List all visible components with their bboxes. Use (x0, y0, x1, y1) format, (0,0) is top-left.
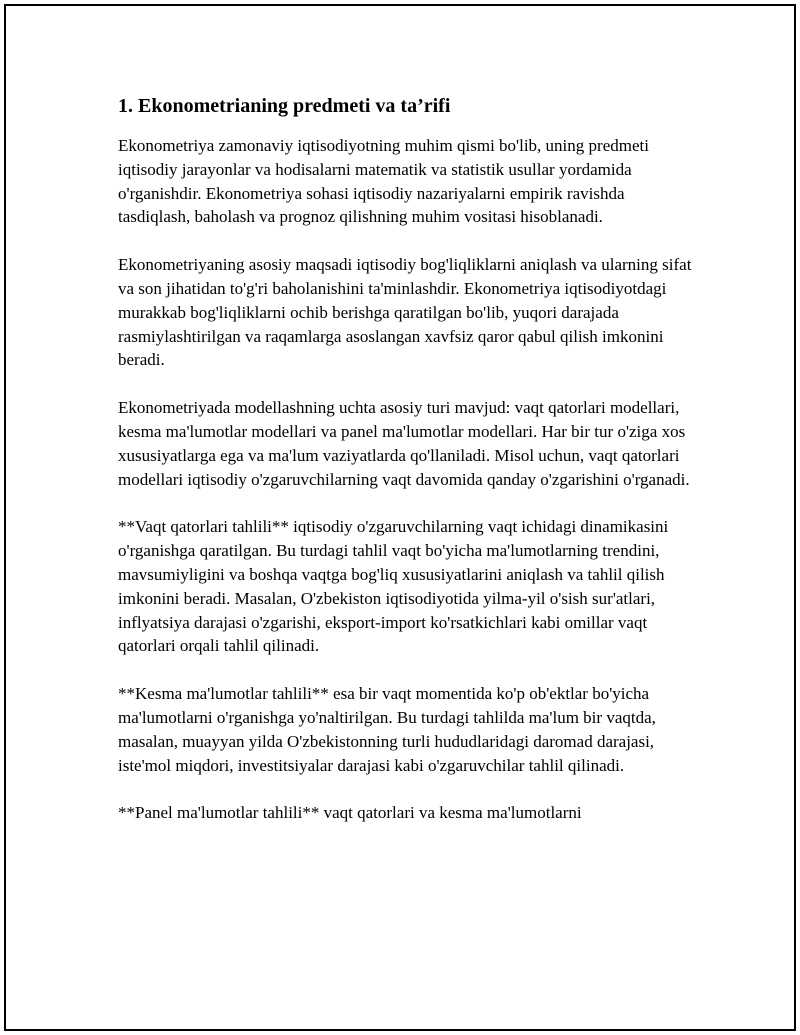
paragraph-1: Ekonometriya zamonaviy iqtisodiyotning muhim qismi bo'lib, uning predmeti iqtisodiy jarayonlar va hodisalarni matematik va statistik usullar yordamida o'rganishdir. Ekonometriya sohasi iqtisodiy nazariyalarni empirik ravishda tasdiqlash, baholash va prognoz qilishning muhim vositasi hisoblanadi. (118, 136, 649, 227)
section-title: 1. Ekonometrianing predmeti va ta’rifi (118, 95, 451, 117)
paragraph-5: **Kesma ma'lumotlar tahlili** esa bir vaqt momentida ko'p ob'ektlar bo'yicha ma'lumotlarni o'rganishga yo'naltirilgan. Bu turdagi tahlilda ma'lum bir vaqtda, masalan, muayyan yilda O'zbekistonning turli hududlaridagi daromad darajasi, iste'mol miqdori, investitsiyalar darajasi kabi o'zgaruvchilar tahlil qilinadi. (118, 684, 656, 775)
paragraph-3: Ekonometriyada modellashning uchta asosiy turi mavjud: vaqt qatorlari modellari, kesma ma'lumotlar modellari va panel ma'lumotlar modellari. Har bir tur o'ziga xos xususiyatlarga ega va ma'lum vaziyatlarda qo'llaniladi. Misol uchun, vaqt qatorlari modellari iqtisodiy o'zgaruvchilarning vaqt davomida qanday o'zgarishini o'rganadi. (118, 398, 690, 489)
paragraph-4: **Vaqt qatorlari tahlili** iqtisodiy o'zgaruvchilarning vaqt ichidagi dinamikasini o'rganishga qaratilgan. Bu turdagi tahlil vaqt bo'yicha ma'lumotlarning trendini, mavsumiyligini va boshqa vaqtga bog'liq xususiyatlarini aniqlash va tahlil qilish imkonini beradi. Masalan, O'zbekiston iqtisodiyotida yilma-yil o'sish sur'atlari, inflyatsiya darajasi o'zgarishi, eksport-import ko'rsatkichlari kabi omillar vaqt qatorlari orqali tahlil qilinadi. (118, 517, 669, 656)
paragraph-6: **Panel ma'lumotlar tahlili** vaqt qatorlari va kesma ma'lumotlarni (118, 803, 582, 823)
paragraph-2: Ekonometriyaning asosiy maqsadi iqtisodiy bog'liqliklarni aniqlash va ularning sifat va son jihatidan to'g'ri baholanishini ta'minlashdir. Ekonometriya iqtisodiyotdagi murakkab bog'liqliklarni ochib berishga qaratilgan bo'lib, yuqori darajada rasmiylashtirilgan va raqamlarga asoslangan xavfsiz qaror qabul qilish imkonini beradi. (118, 255, 692, 370)
document-body (118, 92, 698, 849)
